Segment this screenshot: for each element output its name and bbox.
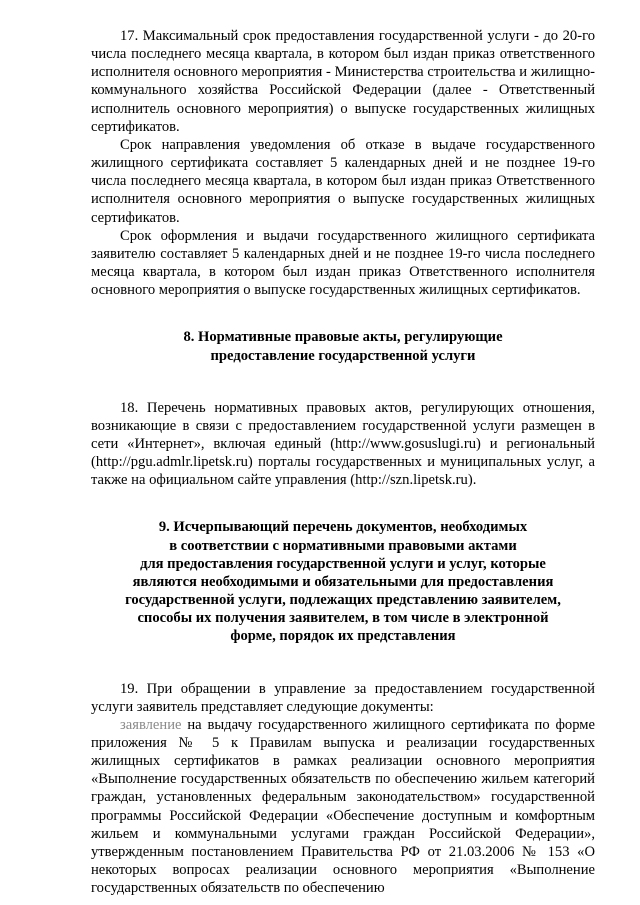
paragraph-17-refusal-term: Срок направления уведомления об отказе в выдаче государственного жилищного сертификата составляет 5 календарных дней и не позднее 19-го числа последнего месяца квартала, в котором был издан приказ Ответственного исполнителя основного мероприятия о выпуске государственных жилищных сертификатов. bbox=[91, 136, 595, 226]
section-9-heading-line: для предоставления государственной услуги и услуг, которые bbox=[140, 555, 546, 572]
paragraph-18: 18. Перечень нормативных правовых актов, регулирующих отношения, возникающие в связи с предоставлением государственной услуги размещен в сети «Интернет», включая единый (http://www.gosuslugi.ru) и региональный (http://pgu.admlr.lipetsk.ru) порталы государственных и муниципальных услуг, а также на официальном сайте управления (http://szn.lipetsk.ru). bbox=[91, 399, 595, 489]
document-page bbox=[91, 27, 595, 897]
section-8-heading bbox=[91, 328, 595, 364]
paragraph-19: 19. При обращении в управление за предоставлением государственной услуги заявитель представляет следующие документы: bbox=[91, 680, 595, 715]
section-9-heading-line: государственной услуги, подлежащих представлению заявителем, bbox=[125, 592, 561, 609]
paragraph-17-issue-term: Срок оформления и выдачи государственного жилищного сертификата заявителю составляет 5 календарных дней и не позднее 19-го числа последнего месяца квартала, в котором был издан приказ Ответственного исполнителя основного мероприятия о выпуске государственных жилищных сертификатов. bbox=[91, 227, 595, 299]
section-8-heading-line: 8. Нормативные правовые акты, регулирующие bbox=[183, 329, 503, 346]
section-9-heading bbox=[91, 518, 595, 645]
section-9-heading-line: в соответствии с нормативными правовыми актами bbox=[169, 537, 517, 554]
section-9-heading-line: являются необходимыми и обязательными для предоставления bbox=[132, 573, 554, 590]
section-9-heading-line: способы их получения заявителем, в том числе в электронной bbox=[137, 610, 549, 627]
section-9-heading-line: форме, порядок их представления bbox=[230, 628, 456, 645]
application-item-text: на выдачу государственного жилищного сертификата по форме приложения № 5 к Правилам выпуска и реализации государственных жилищных сертификатов в рамках реализации основного мероприятия «Выполнение государственных обязательств по обеспечению жильем категорий граждан, установленных федеральным законодательством» государственной программы Российской Федерации «Обеспечение доступным и комфортным жильем и коммунальными услугами граждан Российской Федерации», утвержденным постановлением Правительства РФ от 21.03.2006 № 153 «О некоторых вопросах реализации основного мероприятия «Выполнение государственных обязательств по обеспечению bbox=[91, 716, 595, 897]
application-form-link[interactable]: заявление bbox=[120, 716, 182, 733]
paragraph-19-application-item bbox=[91, 716, 595, 898]
paragraph-17: 17. Максимальный срок предоставления государственной услуги - до 20-го числа последнего месяца квартала, в котором был издан приказ ответственного исполнителя основного мероприятия - Министерства строительства и жилищно-коммунального хозяйства Российской Федерации (далее - Ответственный исполнитель основного мероприятия) о выпуске государственных жилищных сертификатов. bbox=[91, 28, 595, 135]
section-8-heading-line: предоставление государственной услуги bbox=[210, 347, 476, 364]
section-9-heading-line: 9. Исчерпывающий перечень документов, необходимых bbox=[158, 519, 528, 536]
